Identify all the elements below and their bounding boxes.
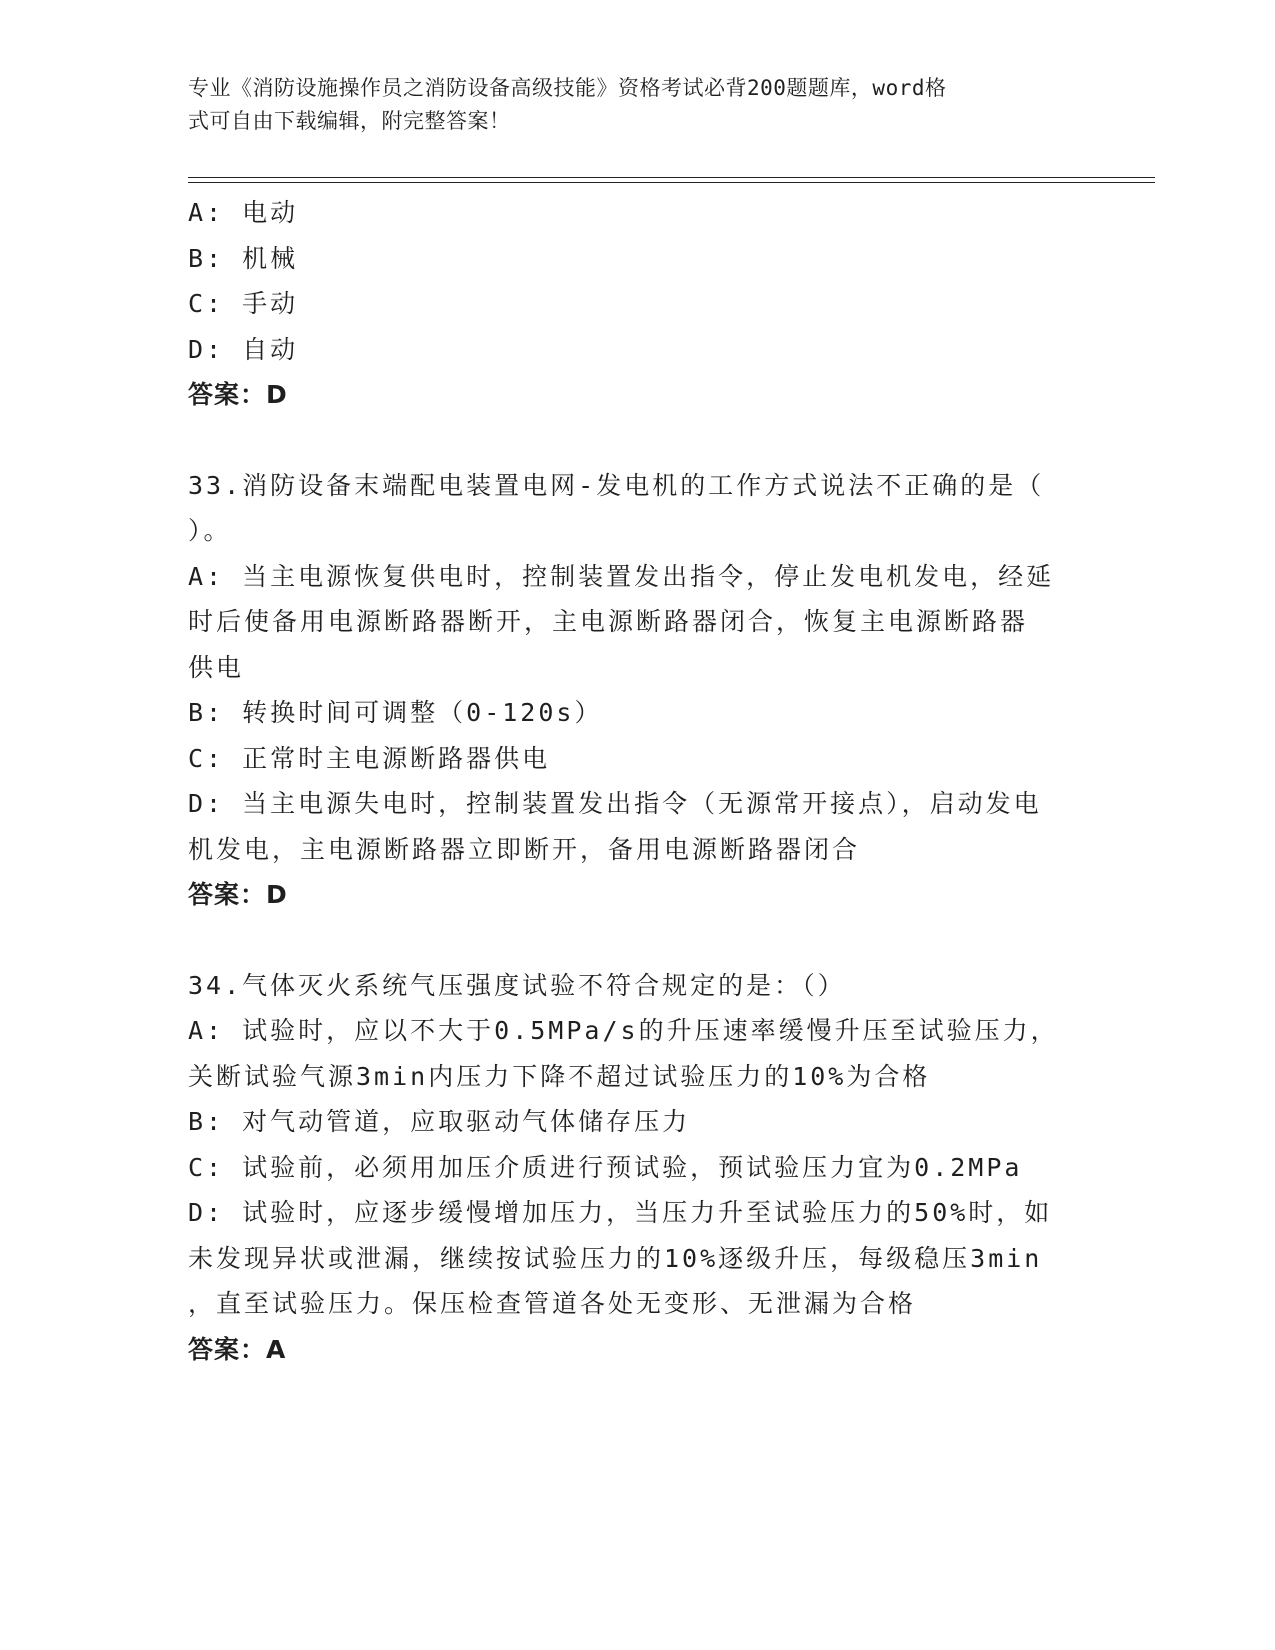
- header-divider-bottom: [188, 182, 1155, 183]
- option-d-line-1: D: 试验时，应逐步缓慢增加压力，当压力升至试验压力的50%时，如: [188, 1198, 1053, 1227]
- option-c: C: 手动: [188, 289, 299, 318]
- question-34: [188, 963, 1088, 1373]
- header-line-2: 式可自由下载编辑，附完整答案！: [188, 109, 511, 133]
- option-a-line-2: 关断试验气源3min内压力下降不超过试验压力的10%为合格: [188, 1061, 931, 1091]
- option-a-line-3: 供电: [188, 652, 245, 682]
- option-a-line-1: A: 当主电源恢复供电时，控制装置发出指令，停止发电机发电，经延: [188, 561, 1055, 591]
- option-a: A: 电动: [188, 198, 299, 227]
- question-stem-line-2: ）。: [188, 516, 232, 545]
- option-d: D: 自动: [188, 334, 299, 364]
- option-d-line-2: 未发现异状或泄漏，继续按试验压力的10%逐级升压，每级稳压3min: [188, 1243, 1043, 1273]
- option-b: B: 机械: [188, 243, 299, 273]
- option-c: C: 正常时主电源断路器供电: [188, 743, 551, 773]
- question-stem-line-1: 33.消防设备末端配电装置电网-发电机的工作方式说法不正确的是（: [188, 470, 1045, 500]
- answer-line: 答案：D: [188, 880, 288, 909]
- option-d-line-3: ，直至试验压力。保压检查管道各处无变形、无泄漏为合格: [188, 1289, 917, 1318]
- answer-line: 答案：A: [188, 1334, 287, 1364]
- option-b: B: 转换时间可调整（0-120s）: [188, 698, 603, 727]
- header-line-1: 专业《消防设施操作员之消防设备高级技能》资格考试必背200题题库，word格: [188, 76, 947, 100]
- option-a-line-2: 时后使备用电源断路器断开，主电源断路器闭合，恢复主电源断路器: [188, 607, 1029, 636]
- option-b: B: 对气动管道，应取驱动气体储存压力: [188, 1107, 691, 1136]
- document-body: [188, 190, 1088, 1372]
- question-stem: 34.气体灭火系统气压强度试验不符合规定的是：（）: [188, 970, 846, 1000]
- option-c: C: 试验前，必须用加压介质进行预试验，预试验压力宜为0.2MPa: [188, 1152, 1023, 1182]
- question-32-continued: [188, 190, 1088, 418]
- header-divider-top: [188, 177, 1155, 178]
- option-d-line-2: 机发电，主电源断路器立即断开，备用电源断路器闭合: [188, 834, 861, 864]
- document-header: [188, 72, 1068, 138]
- option-d-line-1: D: 当主电源失电时，控制装置发出指令（无源常开接点），启动发电: [188, 789, 1042, 818]
- question-33: [188, 463, 1088, 918]
- option-a-line-1: A: 试验时，应以不大于0.5MPa/s的升压速率缓慢升压至试验压力，: [188, 1016, 1059, 1045]
- answer-line: 答案：D: [188, 380, 288, 409]
